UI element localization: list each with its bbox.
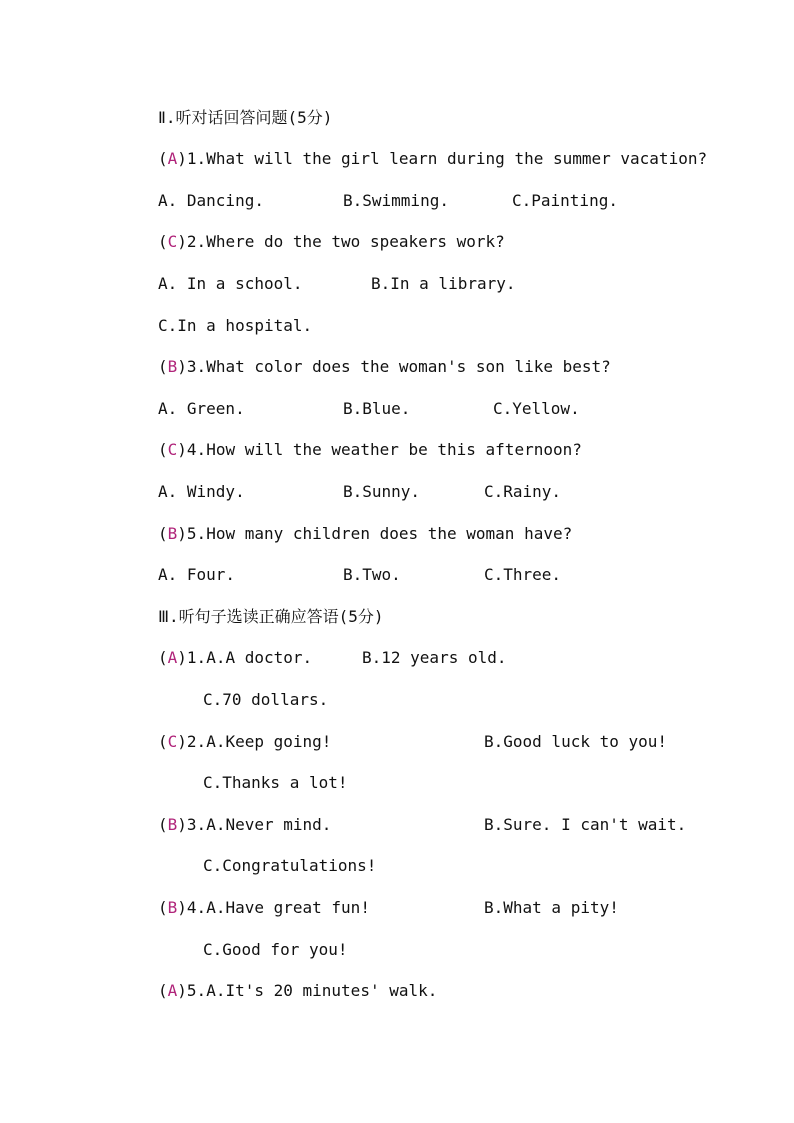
s2-q1-option-c: C.Painting. xyxy=(512,191,618,210)
s3-q4-option-c: C.Good for you! xyxy=(203,940,348,959)
s3-q2-option-c: C.Thanks a lot! xyxy=(203,773,348,792)
s3-q1-option-c: C.70 dollars. xyxy=(203,690,329,709)
s2-q4-option-c: C.Rainy. xyxy=(484,482,562,501)
s2-q3-option-b: B.Blue. xyxy=(343,399,411,418)
answer-letter: B xyxy=(167,524,178,543)
s2-q1-option-a: A. Dancing. xyxy=(158,191,264,210)
s2-q1-option-b: B.Swimming. xyxy=(343,191,449,210)
s3-q2-option-b: B.Good luck to you! xyxy=(484,732,668,751)
answer-letter: C xyxy=(167,440,178,459)
answer-letter: C xyxy=(167,232,178,251)
s3-question-3: (B)3.A.Never mind. xyxy=(158,815,332,834)
s2-q3-option-c: C.Yellow. xyxy=(493,399,580,418)
s2-q5-option-c: C.Three. xyxy=(484,565,562,584)
answer-letter: B xyxy=(167,898,178,917)
answer-letter: B xyxy=(167,357,178,376)
s2-q5-option-b: B.Two. xyxy=(343,565,401,584)
s2-q2-option-b: B.In a library. xyxy=(371,274,516,293)
answer-letter: B xyxy=(167,815,178,834)
s2-question-2: (C)2.Where do the two speakers work? xyxy=(158,232,505,251)
s3-question-4: (B)4.A.Have great fun! xyxy=(158,898,370,917)
s2-q3-option-a: A. Green. xyxy=(158,399,245,418)
s3-question-1: (A)1.A.A doctor. xyxy=(158,648,313,667)
answer-letter: C xyxy=(167,732,178,751)
answer-letter: A xyxy=(167,149,178,168)
s3-q3-option-b: B.Sure. I can't wait. xyxy=(484,815,687,834)
s3-question-5: (A)5.A.It's 20 minutes' walk. xyxy=(158,981,438,1000)
s3-q1-option-b: B.12 years old. xyxy=(362,648,507,667)
s3-q3-option-c: C.Congratulations! xyxy=(203,856,377,875)
answer-letter: A xyxy=(167,648,178,667)
section-3-heading: Ⅲ.听句子选读正确应答语(5分) xyxy=(158,607,384,626)
section-2-heading: Ⅱ.听对话回答问题(5分) xyxy=(158,108,333,127)
s2-q2-option-a: A. In a school. xyxy=(158,274,303,293)
answer-letter: A xyxy=(167,981,178,1000)
s2-question-5: (B)5.How many children does the woman have? xyxy=(158,524,573,543)
s2-q4-option-a: A. Windy. xyxy=(158,482,245,501)
s2-question-3: (B)3.What color does the woman's son like best? xyxy=(158,357,611,376)
s2-q2-option-c: C.In a hospital. xyxy=(158,316,313,335)
s2-q5-option-a: A. Four. xyxy=(158,565,236,584)
s2-q4-option-b: B.Sunny. xyxy=(343,482,421,501)
s3-question-2: (C)2.A.Keep going! xyxy=(158,732,332,751)
s2-question-4: (C)4.How will the weather be this afternoon? xyxy=(158,440,582,459)
s2-question-1: (A)1.What will the girl learn during the summer vacation? xyxy=(158,149,708,168)
s3-q4-option-b: B.What a pity! xyxy=(484,898,619,917)
